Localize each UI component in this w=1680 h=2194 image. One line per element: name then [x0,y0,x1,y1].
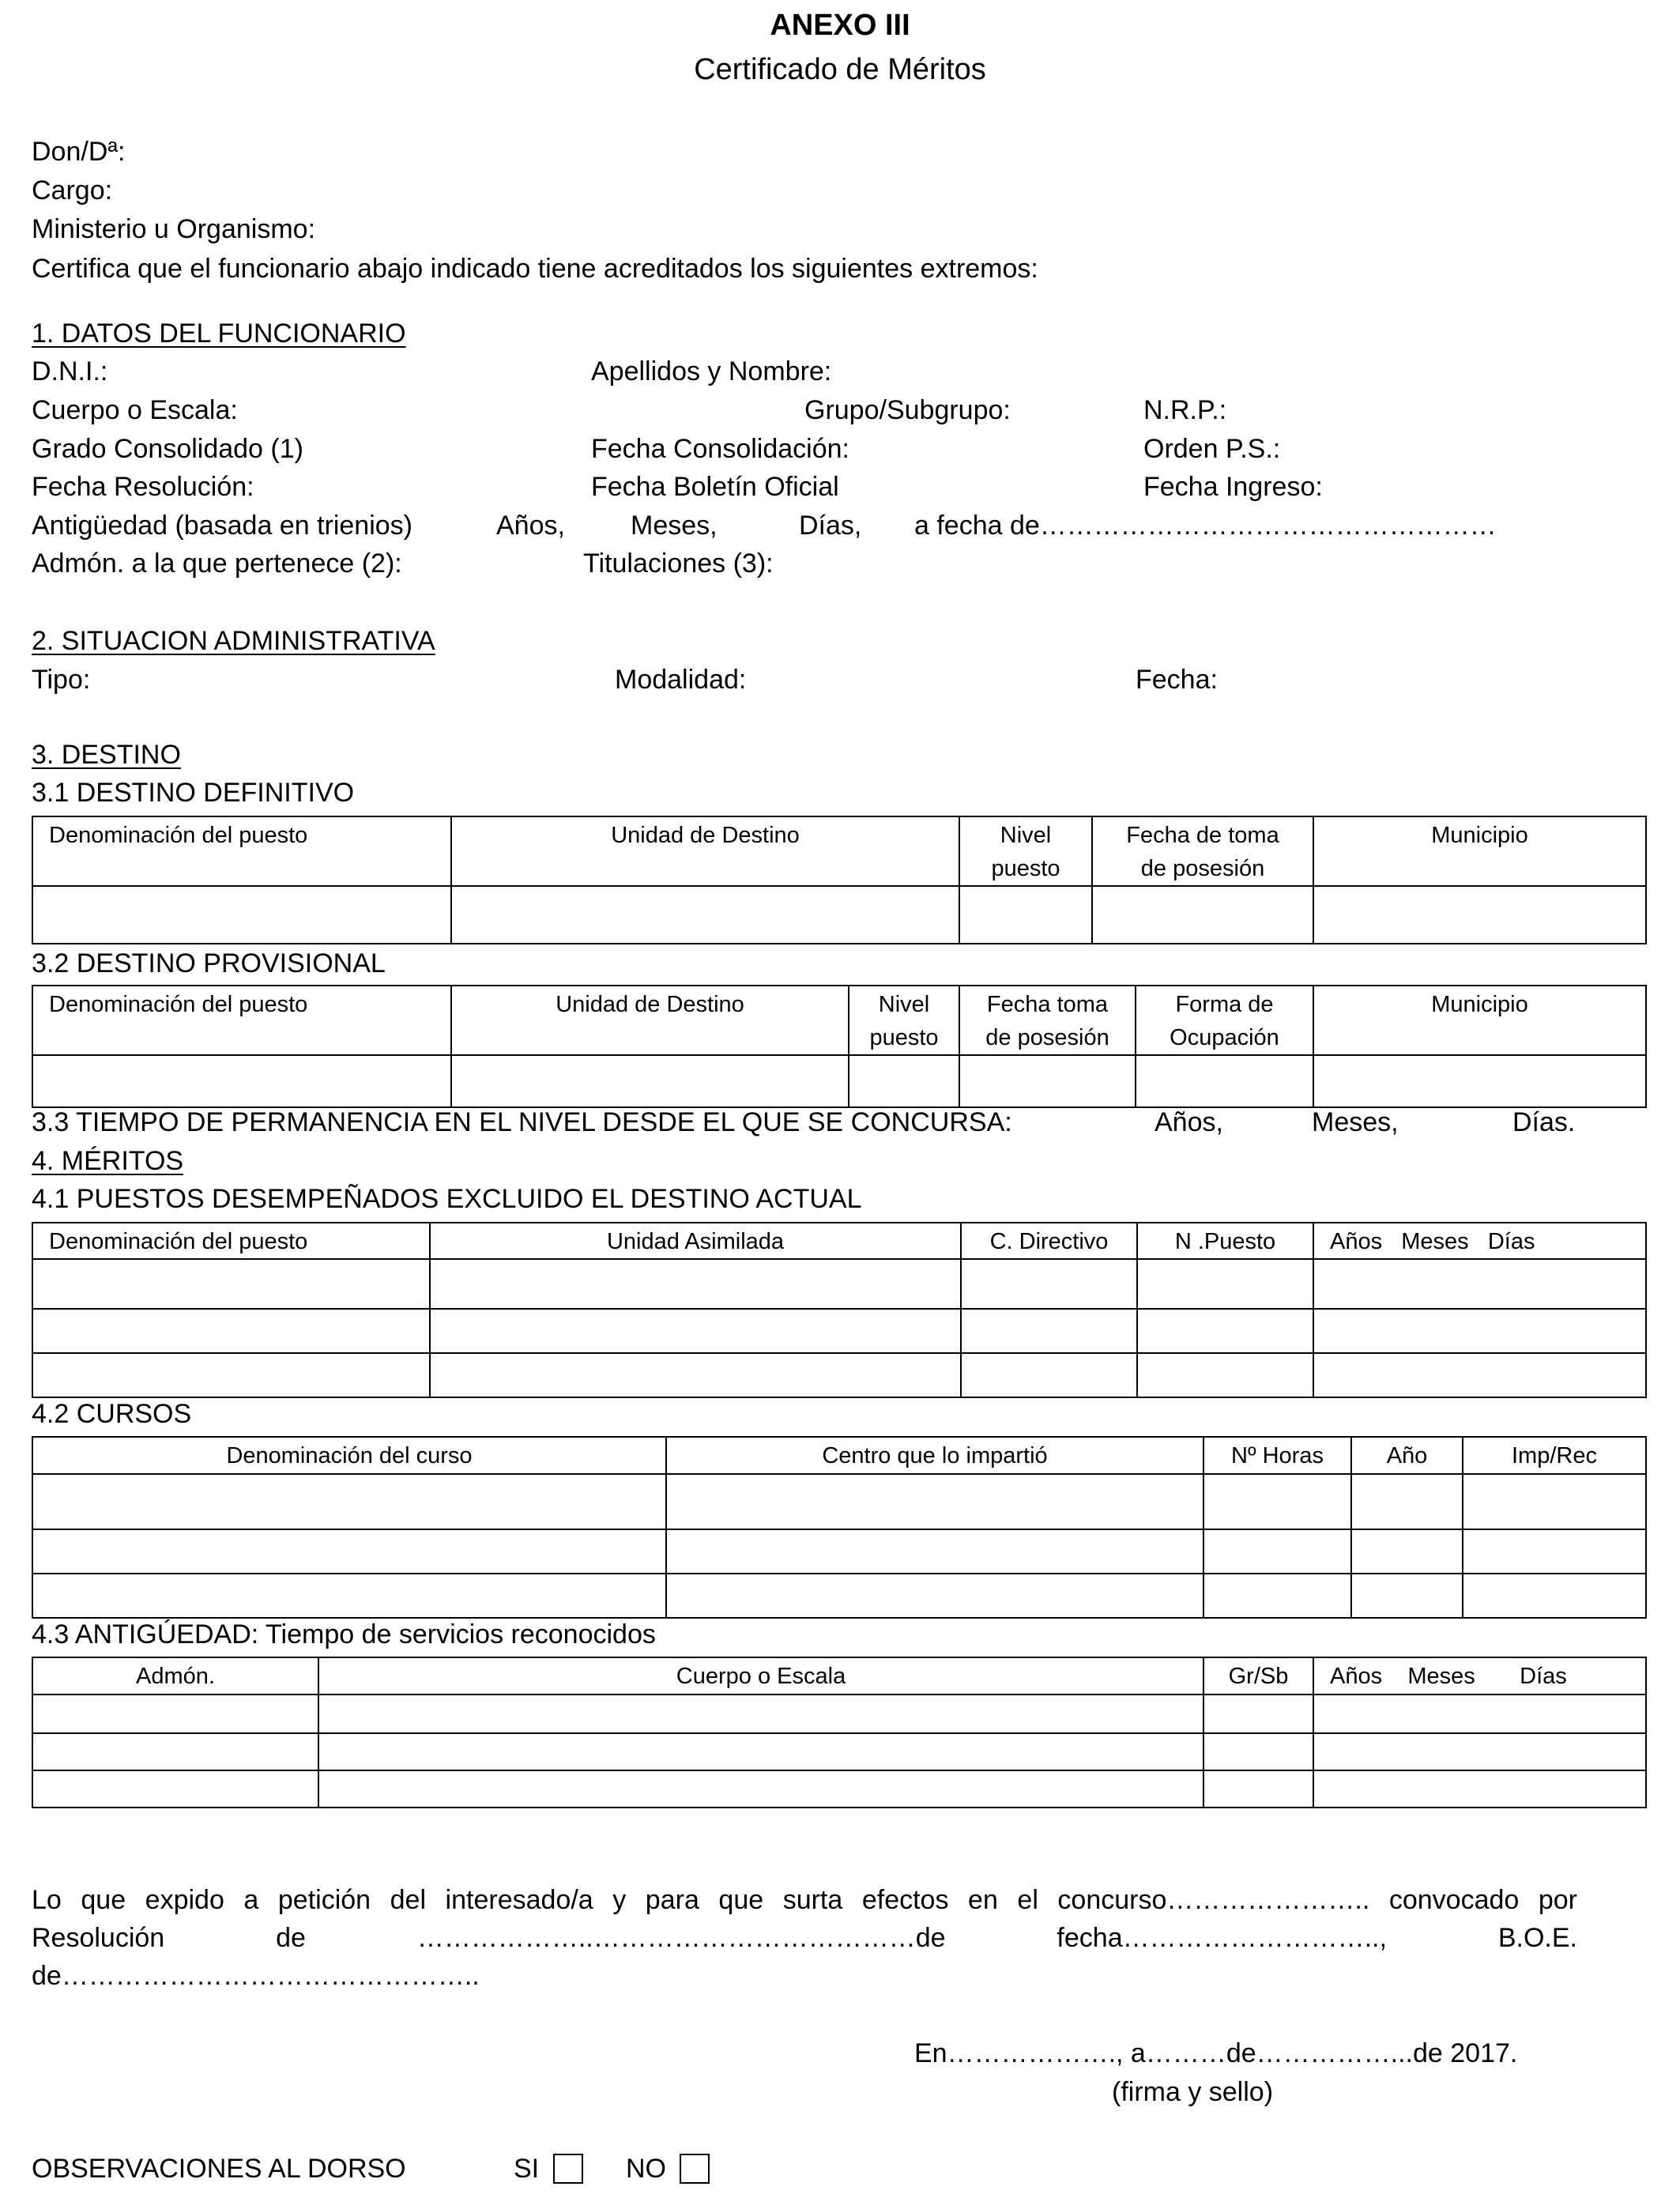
input-cell[interactable] [959,886,1092,944]
destino-definitivo-table [32,816,1647,944]
input-cell[interactable] [1137,1259,1313,1309]
input-cell[interactable] [1313,1695,1646,1733]
closing-line-1: Lo que expido a petición del interesado/a y para que surta efectos en el concurso………………….. convocado por [32,1885,1577,1915]
input-cell[interactable] [1463,1529,1646,1574]
input-cell[interactable] [32,1733,318,1770]
col-imp-rec: Imp/Rec [1463,1437,1646,1474]
input-cell[interactable] [1351,1529,1463,1574]
si-label: SI [514,2154,540,2184]
col-municipio: Municipio [1313,986,1646,1055]
col-nivel-puesto: Nivel puesto [959,816,1092,886]
section-4-heading: 4. MÉRITOS [32,1146,184,1176]
input-cell[interactable] [430,1259,961,1309]
dni-label: D.N.I.: [32,356,108,386]
col-denominacion: Denominación del puesto [32,986,451,1055]
puestos-table [32,1222,1647,1398]
table-row [32,1353,1646,1397]
destino-definitivo-heading: 3.1 DESTINO DEFINITIVO [32,778,355,808]
input-cell[interactable] [1313,1770,1646,1808]
col-centro: Centro que lo impartió [666,1437,1203,1474]
input-cell[interactable] [849,1055,959,1107]
col-admon: Admón. [32,1657,318,1695]
input-cell[interactable] [32,1695,318,1733]
cargo-label: Cargo: [32,175,113,205]
tipo-label: Tipo: [32,665,91,695]
cuerpo-label: Cuerpo o Escala: [32,395,238,425]
col-unidad-destino: Unidad de Destino [451,816,959,886]
antiguedad-meses: Meses, [631,511,718,541]
input-cell[interactable] [430,1353,961,1397]
input-cell[interactable] [961,1309,1137,1353]
col-ano: Año [1351,1437,1463,1474]
nrp-label: N.R.P.: [1143,395,1227,425]
don-label: Don/Dª: [32,137,126,167]
input-cell[interactable] [318,1733,1203,1770]
puestos-heading: 4.1 PUESTOS DESEMPEÑADOS EXCLUIDO EL DESTINO ACTUAL [32,1184,862,1214]
input-cell[interactable] [1313,886,1646,944]
table-row [32,1259,1646,1309]
closing-line-3: de……………………………………….. [32,1961,480,1991]
col-unidad-asimilada: Unidad Asimilada [430,1223,961,1259]
observaciones-label: OBSERVACIONES AL DORSO [32,2154,406,2184]
input-cell[interactable] [318,1695,1203,1733]
input-cell[interactable] [32,886,451,944]
destino-provisional-heading: 3.2 DESTINO PROVISIONAL [32,948,386,978]
col-municipio: Municipio [1313,816,1646,886]
table-row [32,1770,1646,1808]
col-forma-ocupacion: Forma de Ocupación [1136,986,1313,1055]
no-checkbox[interactable] [680,2154,710,2184]
no-label: NO [626,2154,666,2184]
a-fecha-de: a fecha de…………………………………………… [914,511,1497,541]
col-anos-meses-dias: Años Meses Días [1313,1223,1646,1259]
table-row [32,1529,1646,1574]
input-cell[interactable] [1203,1529,1351,1574]
tiempo-meses: Meses, [1312,1107,1399,1137]
input-cell[interactable] [1463,1474,1646,1529]
input-cell[interactable] [451,1055,849,1107]
section-3-heading: 3. DESTINO [32,740,181,770]
col-nivel-puesto: Nivel puesto [849,986,959,1055]
tiempo-dias: Días. [1512,1107,1576,1137]
antiguedad-anos: Años, [496,511,565,541]
input-cell[interactable] [451,886,959,944]
cursos-table [32,1436,1647,1619]
table-row [32,1309,1646,1353]
antiguedad-heading: 4.3 ANTIGÚEDAD: Tiempo de servicios reconocidos [32,1619,656,1649]
input-cell[interactable] [1313,1055,1646,1107]
input-cell[interactable] [959,1055,1136,1107]
col-denominacion-curso: Denominación del curso [32,1437,666,1474]
input-cell[interactable] [666,1529,1203,1574]
col-denominacion: Denominación del puesto [32,1223,430,1259]
antiguedad-label: Antigüedad (basada en trienios) [32,511,412,541]
col-c-directivo: C. Directivo [961,1223,1137,1259]
input-cell[interactable] [1351,1574,1463,1618]
table-row [32,1695,1646,1733]
input-cell[interactable] [1313,1353,1646,1397]
input-cell[interactable] [1203,1695,1313,1733]
input-cell[interactable] [318,1770,1203,1808]
input-cell[interactable] [32,1055,451,1107]
col-unidad-destino: Unidad de Destino [451,986,849,1055]
destino-provisional-table [32,985,1647,1108]
col-fecha-toma-posesion: Fecha de toma de posesión [1092,816,1313,886]
input-cell[interactable] [1313,1733,1646,1770]
input-cell[interactable] [32,1770,318,1808]
antiguedad-table [32,1657,1647,1808]
titulaciones-label: Titulaciones (3): [583,548,774,579]
grupo-label: Grupo/Subgrupo: [804,395,1011,425]
table-row [32,886,1646,944]
place-date-line: En………………., a………de……………...de 2017. [914,2038,1518,2068]
admon-label: Admón. a la que pertenece (2): [32,548,402,579]
input-cell[interactable] [32,1259,430,1309]
table-row [32,1574,1646,1618]
input-cell[interactable] [1203,1770,1313,1808]
col-denominacion: Denominación del puesto [32,816,451,886]
tiempo-permanencia-label: 3.3 TIEMPO DE PERMANENCIA EN EL NIVEL DESDE EL QUE SE CONCURSA: [32,1107,1012,1137]
col-gr-sb: Gr/Sb [1203,1657,1313,1695]
table-row [32,1055,1646,1107]
grado-label: Grado Consolidado (1) [32,434,303,464]
table-row [32,1733,1646,1770]
input-cell[interactable] [1092,886,1313,944]
fecha-label: Fecha: [1136,665,1218,695]
col-cuerpo-escala: Cuerpo o Escala [318,1657,1203,1695]
apellidos-label: Apellidos y Nombre: [591,356,832,386]
section-1-heading: 1. DATOS DEL FUNCIONARIO [32,319,406,349]
input-cell[interactable] [1463,1574,1646,1618]
closing-line-2: Resolución de ………………..………………………………de fecha……………………….., B.O.E. [32,1923,1577,1953]
input-cell[interactable] [1351,1474,1463,1529]
col-anos-meses-dias: Años Meses Días [1313,1657,1646,1695]
input-cell[interactable] [32,1353,430,1397]
input-cell[interactable] [32,1474,666,1529]
input-cell[interactable] [1203,1474,1351,1529]
input-cell[interactable] [32,1309,430,1353]
antiguedad-dias: Días, [799,511,862,541]
col-n-puesto: N .Puesto [1137,1223,1313,1259]
section-2-heading: 2. SITUACION ADMINISTRATIVA [32,626,435,656]
cursos-heading: 4.2 CURSOS [32,1399,192,1429]
input-cell[interactable] [961,1353,1137,1397]
input-cell[interactable] [1203,1733,1313,1770]
input-cell[interactable] [1136,1055,1313,1107]
firma-sello: (firma y sello) [1112,2077,1274,2107]
input-cell[interactable] [430,1309,961,1353]
col-horas: Nº Horas [1203,1437,1351,1474]
input-cell[interactable] [1313,1309,1646,1353]
orden-ps-label: Orden P.S.: [1143,434,1281,464]
input-cell[interactable] [1137,1309,1313,1353]
input-cell[interactable] [666,1474,1203,1529]
input-cell[interactable] [666,1574,1203,1618]
input-cell[interactable] [32,1574,666,1618]
input-cell[interactable] [32,1529,666,1574]
input-cell[interactable] [1203,1574,1351,1618]
ministerio-label: Ministerio u Organismo: [32,214,316,244]
certifica-text: Certifica que el funcionario abajo indicado tiene acreditados los siguientes extremos: [32,254,1038,284]
tiempo-anos: Años, [1155,1107,1223,1137]
table-row [32,1474,1646,1529]
si-checkbox[interactable] [553,2154,583,2184]
modalidad-label: Modalidad: [615,665,747,695]
fecha-ingreso-label: Fecha Ingreso: [1143,472,1323,502]
input-cell[interactable] [1313,1259,1646,1309]
fecha-resolucion-label: Fecha Resolución: [32,472,254,502]
document-subtitle: Certificado de Méritos [694,53,986,86]
fecha-boletin-label: Fecha Boletín Oficial [591,472,839,502]
document-title: ANEXO III [770,9,910,42]
col-fecha-toma-posesion: Fecha toma de posesión [959,986,1136,1055]
fecha-consolidacion-label: Fecha Consolidación: [591,434,849,464]
input-cell[interactable] [1137,1353,1313,1397]
input-cell[interactable] [961,1259,1137,1309]
